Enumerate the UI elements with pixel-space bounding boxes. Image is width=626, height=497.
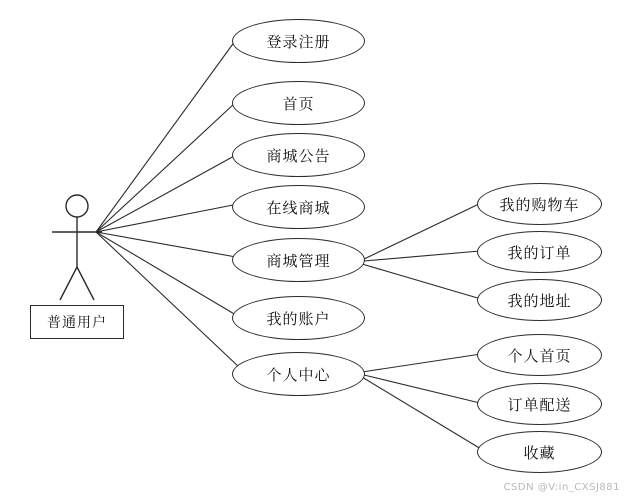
usecase-my-address-label: 我的地址 xyxy=(507,291,572,310)
usecase-login-label: 登录注册 xyxy=(266,32,331,51)
usecase-order-delivery-label: 订单配送 xyxy=(507,395,572,414)
usecase-mall-management[interactable] xyxy=(232,238,365,282)
usecase-my-address[interactable] xyxy=(477,279,602,321)
watermark: CSDN @V:in_CXSJ881 xyxy=(503,482,620,493)
usecase-my-orders-label: 我的订单 xyxy=(507,243,572,262)
usecase-my-homepage-label: 个人首页 xyxy=(507,346,572,365)
usecase-my-cart-label: 我的购物车 xyxy=(499,195,580,214)
usecase-notice[interactable] xyxy=(232,133,365,177)
usecase-my-orders[interactable] xyxy=(477,231,602,273)
usecase-favorites-label: 收藏 xyxy=(523,443,556,462)
usecase-online-mall-label: 在线商城 xyxy=(266,198,331,217)
actor-label-text: 普通用户 xyxy=(47,315,107,331)
center-connectors xyxy=(362,354,481,449)
usecase-my-cart[interactable] xyxy=(477,183,602,225)
usecase-notice-label: 商城公告 xyxy=(266,146,331,165)
usecase-personal-center[interactable] xyxy=(232,352,365,396)
actor-普通用户[interactable] xyxy=(30,305,124,339)
usecase-order-delivery[interactable] xyxy=(477,383,602,425)
usecase-my-homepage[interactable] xyxy=(477,334,602,376)
usecase-login[interactable] xyxy=(232,19,365,63)
usecase-my-account[interactable] xyxy=(232,296,365,340)
usecase-favorites[interactable] xyxy=(477,431,602,473)
usecase-personal-center-label: 个人中心 xyxy=(266,365,331,384)
usecase-mall-management-label: 商城管理 xyxy=(266,251,331,270)
usecase-my-account-label: 我的账户 xyxy=(266,309,331,328)
usecase-home[interactable] xyxy=(232,81,365,125)
usecase-home-label: 首页 xyxy=(282,94,315,113)
manage-connectors xyxy=(362,203,481,299)
usecase-online-mall[interactable] xyxy=(232,185,365,229)
actor-figure xyxy=(52,195,102,300)
